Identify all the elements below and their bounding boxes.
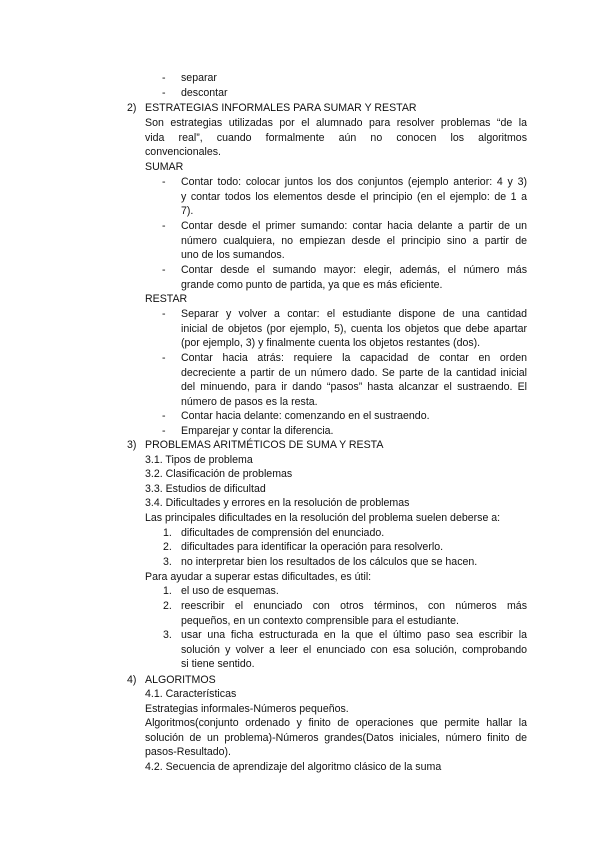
subheading: SUMAR: [145, 161, 184, 173]
section-number: 2): [127, 102, 137, 114]
paragraph-line: vida real”, cuando formalmente aún no conocen los algoritmos: [145, 131, 527, 144]
list-item-line: solución y volver a leer el enunciado con esa solución, comprobando: [181, 643, 527, 656]
paragraph-line: solución de un problema)-Números grandes(Datos iniciales, número finito de: [145, 731, 527, 744]
subsection-title: 3.1. Tipos de problema: [145, 454, 253, 466]
section-heading: PROBLEMAS ARITMÉTICOS DE SUMA Y RESTA: [145, 439, 384, 451]
list-item: [181, 263, 527, 292]
list-item-line: del minuendo, para ir dando “pasos” hasta alcanzar el sustraendo. El: [181, 381, 527, 394]
list-dash: -: [162, 352, 166, 364]
list-number: 3.: [163, 629, 172, 641]
list-item-line: si tiene sentido.: [181, 658, 255, 671]
list-item-line: y contar todos los elementos desde el principio (en el ejemplo: de 1 a: [181, 190, 527, 203]
list-item-line: inicial de objetos (por ejemplo, 5), cuenta los objetos que debe apartar: [181, 322, 527, 335]
list-item: [181, 307, 527, 351]
list-item-line: Contar desde el primer sumando: contar hacia delante a partir de un: [181, 220, 527, 232]
list-item-line: Separar y volver a contar: el estudiante dispone de una cantidad: [181, 308, 527, 320]
list-item-line: 7).: [181, 205, 194, 218]
list-item-line: uno de los sumandos.: [181, 249, 285, 262]
list-item: dificultades de comprensión del enunciado.: [181, 527, 385, 539]
list-dash: -: [162, 220, 166, 232]
list-item: Contar hacia delante: comenzando en el sustraendo.: [181, 410, 430, 422]
paragraph: Las principales dificultades en la resolución del problema suelen deberse a:: [145, 512, 501, 524]
section-number: 4): [127, 674, 137, 686]
list-item-line: reescribir el enunciado con otros términos, con números más: [181, 600, 527, 612]
paragraph-line: pasos-Resultado).: [145, 746, 231, 759]
subsection-title: 3.2. Clasificación de problemas: [145, 468, 293, 480]
paragraph-line: Son estrategias utilizadas por el alumnado para resolver problemas “de la: [145, 117, 527, 129]
list-dash: -: [162, 176, 166, 188]
list-item: Emparejar y contar la diferencia.: [181, 425, 334, 437]
list-item-line: número cualquiera, no empiezan desde el principio sino a partir de: [181, 234, 527, 247]
paragraph: Para ayudar a superar estas dificultades, es útil:: [145, 571, 372, 583]
list-item: dificultades para identificar la operación para resolverlo.: [181, 541, 444, 553]
list-number: 2.: [163, 541, 172, 553]
list-number: 1.: [163, 585, 172, 597]
list-item: [181, 175, 527, 219]
subsection-title: 3.3. Estudios de dificultad: [145, 483, 266, 495]
subsection-title: 4.1. Características: [145, 688, 237, 700]
list-item: [181, 599, 527, 628]
list-item-line: (por ejemplo, 3) y finalmente cuenta los objetos restantes (dos).: [181, 337, 481, 350]
list-item: [181, 219, 527, 263]
list-number: 3.: [163, 556, 172, 568]
list-dash: -: [162, 264, 166, 276]
list-dash: -: [162, 87, 166, 99]
list-item-line: Contar todo: colocar juntos los dos conjuntos (ejemplo anterior: 4 y 3): [181, 176, 527, 188]
list-item: [181, 351, 527, 409]
list-item: [181, 628, 527, 672]
list-item: no interpretar bien los resultados de los cálculos que se hacen.: [181, 556, 478, 568]
list-item: el uso de esquemas.: [181, 585, 279, 597]
list-item: descontar: [181, 87, 228, 99]
list-item-line: Contar desde el sumando mayor: elegir, además, el número más: [181, 264, 527, 276]
list-item-line: decreciente a partir de un número dado. Se parte de la cantidad inicial: [181, 366, 527, 379]
list-item-line: grande como punto de partida, ya que es más eficiente.: [181, 278, 443, 291]
list-dash: -: [162, 425, 166, 437]
paragraph-line: Algoritmos(conjunto ordenado y finito de operaciones que permite hallar la: [145, 717, 527, 729]
list-item-line: pequeños, en un contexto comprensible para el estudiante.: [181, 614, 459, 627]
list-item-line: usar una ficha estructurada en la que el último paso sea escribir la: [181, 629, 527, 641]
subsection-title: 4.2. Secuencia de aprendizaje del algoritmo clásico de la suma: [145, 761, 442, 773]
list-item-line: número de pasos es la resta.: [181, 395, 318, 408]
list-number: 2.: [163, 600, 172, 612]
list-dash: -: [162, 308, 166, 320]
paragraph: [145, 716, 527, 760]
list-dash: -: [162, 72, 166, 84]
paragraph: Estrategias informales-Números pequeños.: [145, 703, 349, 715]
section-number: 3): [127, 439, 137, 451]
paragraph: [145, 116, 527, 160]
section-heading: ALGORITMOS: [145, 674, 216, 686]
subheading: RESTAR: [145, 293, 188, 305]
list-number: 1.: [163, 527, 172, 539]
paragraph-line: convencionales.: [145, 146, 221, 159]
section-heading: ESTRATEGIAS INFORMALES PARA SUMAR Y RESTAR: [145, 102, 417, 114]
list-item: separar: [181, 72, 217, 84]
list-item-line: Contar hacia atrás: requiere la capacidad de contar en orden: [181, 352, 527, 364]
list-dash: -: [162, 410, 166, 422]
subsection-title: 3.4. Dificultades y errores en la resolución de problemas: [145, 497, 410, 509]
